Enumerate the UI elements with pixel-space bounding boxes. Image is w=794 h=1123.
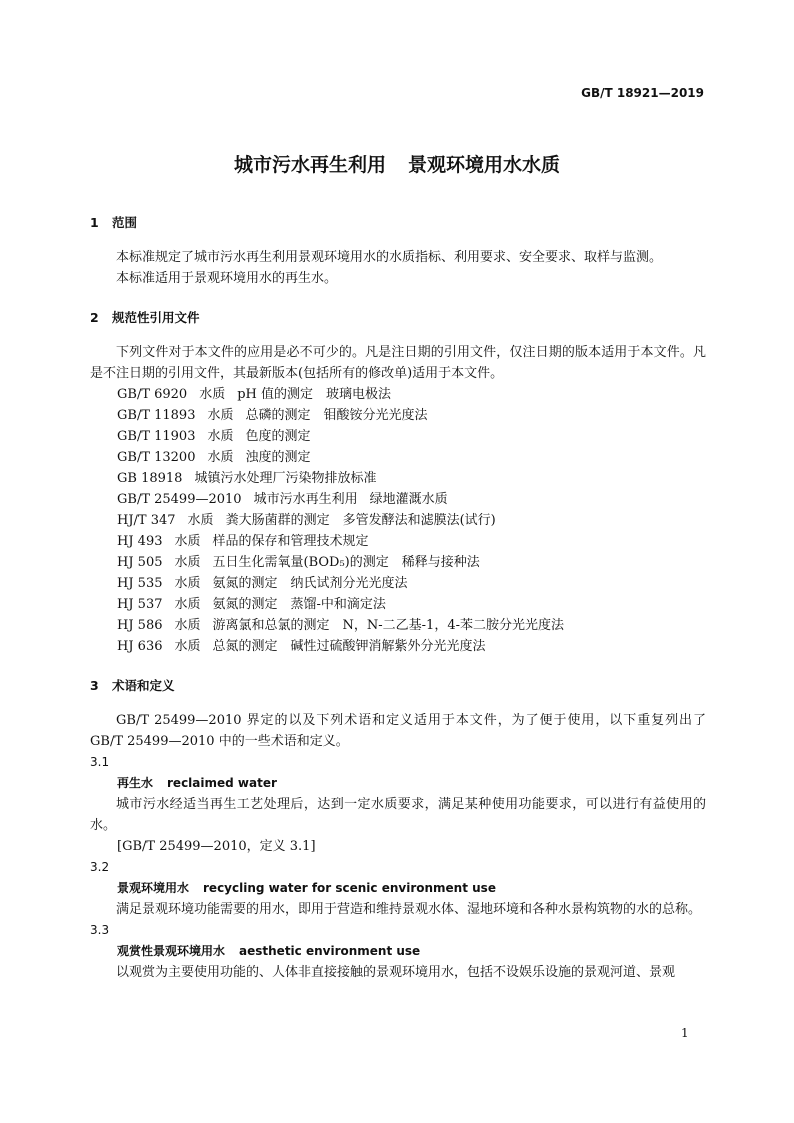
reference-item [117, 510, 706, 531]
section-title: 术语和定义 [112, 678, 175, 693]
term-heading [90, 941, 706, 962]
term-number: 3.1 [90, 755, 110, 769]
term-name-en: recycling water for scenic environment use [203, 881, 496, 895]
reference-item [117, 615, 706, 636]
reference-code: HJ 636 [117, 639, 163, 654]
reference-item [117, 384, 706, 405]
reference-title: 游离氯和总氯的测定 N，N-二乙基-1，4-苯二胺分光光度法 [212, 618, 564, 633]
document-title [0, 150, 794, 177]
reference-code: GB 18918 [117, 471, 183, 486]
reference-title: 总氮的测定 碱性过硫酸钾消解紫外分光光度法 [212, 639, 486, 654]
reference-item [117, 531, 706, 552]
reference-subject: 水质 [174, 639, 201, 654]
section-title: 规范性引用文件 [112, 310, 200, 325]
reference-subject: 水质 [207, 450, 234, 465]
reference-subject: 城镇污水处理厂污染物排放标准 [194, 471, 377, 486]
section-heading-scope [90, 212, 706, 233]
term-heading [90, 878, 706, 899]
title-part-2: 景观环境用水水质 [408, 154, 561, 176]
scope-paragraph-1: 本标准规定了城市污水再生利用景观环境用水的水质指标、利用要求、安全要求、取样与监测。 [116, 250, 663, 265]
standard-code: GB/T 18921—2019 [581, 86, 704, 100]
reference-item [117, 468, 706, 489]
reference-subject: 水质 [199, 387, 226, 402]
reference-code: HJ 537 [117, 597, 163, 612]
terms-intro: GB/T 25499—2010 界定的以及下列术语和定义适用于本文件，为了便于使用，以下重复列出了 GB/T 25499—2010 中的一些术语和定义。 [90, 713, 706, 749]
reference-title: 氨氮的测定 蒸馏-中和滴定法 [212, 597, 386, 612]
section-number: 1 [90, 215, 99, 230]
title-part-1: 城市污水再生利用 [233, 154, 386, 176]
reference-subject: 水质 [174, 576, 201, 591]
reference-code: HJ 505 [117, 555, 163, 570]
document-body [90, 212, 706, 983]
reference-subject: 水质 [174, 618, 201, 633]
term-name-zh: 再生水 [117, 776, 154, 790]
reference-list [90, 384, 706, 657]
reference-title: 五日生化需氧量(BOD₅)的测定 稀释与接种法 [212, 555, 480, 570]
reference-item [117, 594, 706, 615]
reference-title: 粪大肠菌群的测定 多管发酵法和滤膜法(试行) [225, 513, 496, 528]
reference-item [117, 636, 706, 657]
reference-code: HJ/T 347 [117, 513, 176, 528]
reference-subject: 水质 [207, 408, 234, 423]
term-definition: 以观赏为主要使用功能的、人体非直接接触的景观环境用水，包括不设娱乐设施的景观河道、景观 [116, 965, 676, 980]
reference-code: HJ 535 [117, 576, 163, 591]
term-name-en: aesthetic environment use [239, 944, 421, 958]
reference-title: 色度的测定 [245, 429, 311, 444]
reference-subject: 水质 [187, 513, 214, 528]
reference-title: 氨氮的测定 纳氏试剂分光光度法 [212, 576, 408, 591]
reference-subject: 城市污水再生利用 [253, 492, 358, 507]
term-number: 3.3 [90, 923, 110, 937]
term-definition: 满足景观环境功能需要的用水，即用于营造和维持景观水体、湿地环境和各种水景构筑物的水的总称。 [116, 902, 702, 917]
term-name-zh: 景观环境用水 [117, 881, 190, 895]
reference-code: HJ 493 [117, 534, 163, 549]
page-number: 1 [681, 1026, 689, 1040]
reference-subject: 水质 [174, 597, 201, 612]
section-number: 3 [90, 678, 99, 693]
term-heading [90, 773, 706, 794]
reference-code: HJ 586 [117, 618, 163, 633]
section-title: 范围 [112, 215, 138, 230]
term-number: 3.2 [90, 860, 110, 874]
reference-code: GB/T 6920 [117, 387, 188, 402]
reference-subject: 水质 [174, 555, 201, 570]
term-name-zh: 观赏性景观环境用水 [117, 944, 226, 958]
normative-intro: 下列文件对于本文件的应用是必不可少的。凡是注日期的引用文件，仅注日期的版本适用于本文件。凡是不注日期的引用文件，其最新版本(包括所有的修改单)适用于本文件。 [90, 345, 706, 381]
reference-subject: 水质 [174, 534, 201, 549]
scope-paragraph-2: 本标准适用于景观环境用水的再生水。 [116, 271, 338, 286]
section-heading-normative-references [90, 307, 706, 328]
reference-item [117, 489, 706, 510]
reference-item [117, 447, 706, 468]
reference-item [117, 426, 706, 447]
reference-code: GB/T 11903 [117, 429, 196, 444]
reference-item [117, 573, 706, 594]
reference-title: 绿地灌溉水质 [369, 492, 448, 507]
reference-item [117, 405, 706, 426]
reference-title: 浊度的测定 [245, 450, 311, 465]
section-heading-terms [90, 675, 706, 696]
reference-code: GB/T 11893 [117, 408, 196, 423]
reference-code: GB/T 25499—2010 [117, 492, 242, 507]
reference-title: 样品的保存和管理技术规定 [212, 534, 369, 549]
reference-title: pH 值的测定 玻璃电极法 [237, 387, 392, 402]
reference-code: GB/T 13200 [117, 450, 196, 465]
term-definition: 城市污水经适当再生工艺处理后，达到一定水质要求，满足某种使用功能要求，可以进行有益使用的水。 [90, 797, 706, 833]
reference-item [117, 552, 706, 573]
term-source: [GB/T 25499—2010，定义 3.1] [117, 839, 316, 854]
section-number: 2 [90, 310, 99, 325]
reference-subject: 水质 [207, 429, 234, 444]
reference-title: 总磷的测定 钼酸铵分光光度法 [245, 408, 428, 423]
term-name-en: reclaimed water [167, 776, 277, 790]
